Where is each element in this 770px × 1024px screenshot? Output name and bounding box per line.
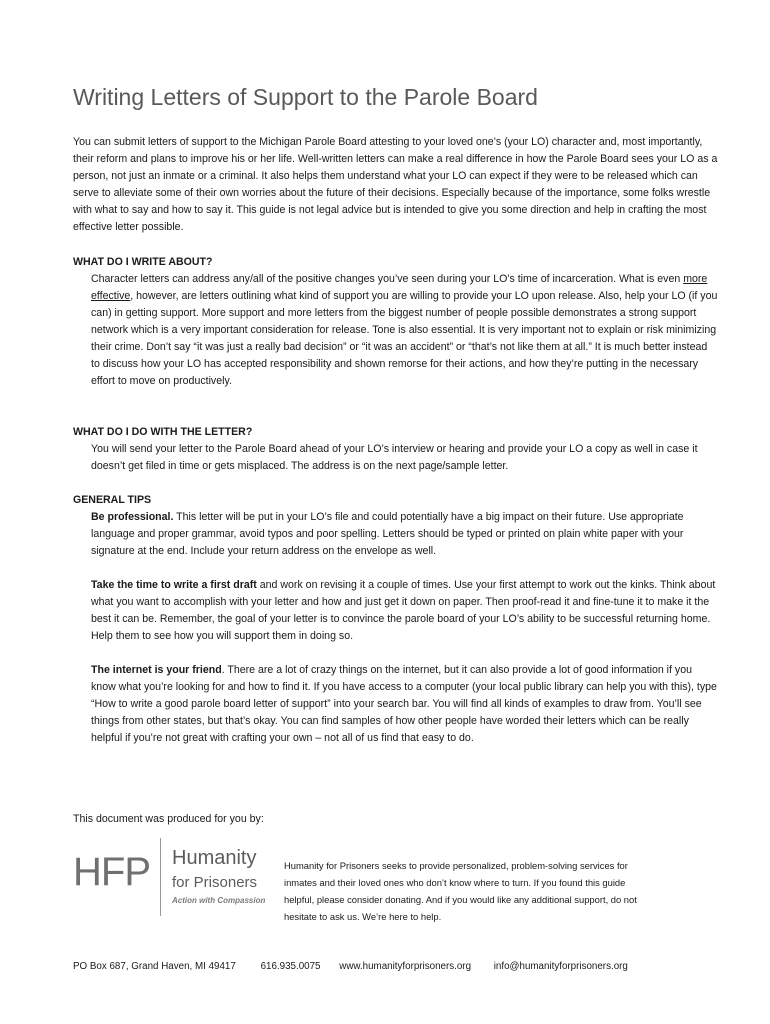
page-title: Writing Letters of Support to the Parole Board bbox=[73, 84, 538, 110]
section-heading-general-tips: GENERAL TIPS bbox=[73, 494, 152, 506]
logo-divider bbox=[160, 838, 161, 916]
about-hfp-text: Humanity for Prisoners seeks to provide personalized, problem-solving services for inmates and their loved ones who don’t know where to turn. If you found this guide helpful, please consider donating. And if you would like any additional support, do not hesitate to ask us. We’re here to help. bbox=[284, 860, 637, 923]
section-heading-what-to-do: WHAT DO I DO WITH THE LETTER? bbox=[73, 426, 253, 438]
footer-email: info@humanityforprisoners.org bbox=[493, 961, 628, 972]
footer-phone: 616.935.0075 bbox=[260, 961, 321, 972]
logo-mark: HFP bbox=[73, 850, 150, 894]
what-to-write-text-2: , however, are letters outlining what kind of support you are willing to provide your LO upon release. Also, help your LO (if you can) in getting support. More support and more letters from the biggest number of people possible demonstrates a strong support network which is a very important consideration for release. Tone is also essential. It is very important not to explain or risk minimizing their crime. Don’t say “it was just a really bad decision” or “it was an accident” or “that’s not like them at all.” It is much better instead to discuss how your LO has accepted responsibility and shown remorse for their actions, and how they’re putting in the necessary effort to move on productively. bbox=[91, 290, 718, 387]
footer-website: www.humanityforprisoners.org bbox=[339, 961, 472, 972]
tip-internet-text: . There are a lot of crazy things on the internet, but it can also provide a lot of good information if you know what you’re looking for and how to find it. If you have access to a computer (your local public library can help you with this), type “How to write a good parole board letter of support” into your search bar. You will find all kinds of examples to draw from. You’ll see things from other states, but that’s okay. You can find samples of how other people have worded their letters which can be really helpful if you’re not great with crafting your own – not all of us find that easy to do. bbox=[91, 664, 717, 744]
hfp-logo bbox=[73, 838, 273, 918]
logo-tagline: Action with Compassion bbox=[172, 896, 266, 905]
tip-be-professional bbox=[73, 509, 718, 560]
logo-name-line1: Humanity bbox=[172, 847, 257, 869]
footer-address: PO Box 687, Grand Haven, MI 49417 bbox=[73, 961, 236, 972]
tip-first-draft-title: Take the time to write a first draft bbox=[91, 579, 257, 591]
footer-contact bbox=[73, 961, 628, 972]
intro-paragraph: You can submit letters of support to the Michigan Parole Board attesting to your loved one’s (your LO) character and, most importantly, their reform and plans to improve his or her life. Well-written letters can make a real difference in how the Parole Board sees your LO as a person, not just an inmate or a criminal. It also helps them understand what your LO can expect if they were to be released which can serve to alleviate some of their own worries about the future of their decisions. Especially because of the importance, some folks wrestle with what to say and how to say it. This guide is not legal advice but is intended to give you some direction and help in crafting the most effective letter possible. bbox=[73, 136, 718, 233]
section-what-to-do bbox=[73, 424, 718, 475]
section-what-to-write bbox=[73, 254, 718, 390]
tip-internet-title: The internet is your friend bbox=[91, 664, 222, 676]
what-to-do-paragraph: You will send your letter to the Parole Board ahead of your LO’s interview or hearing and provide your LO a copy as well in case it doesn’t get filed in time or gets misplaced. The address is on the next page/sample letter. bbox=[91, 443, 698, 472]
what-to-write-paragraph bbox=[73, 271, 718, 390]
produced-by-text: This document was produced for you by: bbox=[73, 813, 264, 825]
section-heading-what-to-write: WHAT DO I WRITE ABOUT? bbox=[73, 256, 213, 268]
tip-first-draft bbox=[73, 577, 718, 645]
tip-internet bbox=[73, 662, 718, 747]
tip-be-professional-text: This letter will be put in your LO’s file and could potentially have a big impact on their future. Use appropriate language and proper grammar, avoid typos and poor spelling. Letters should be typed or printed on plain white paper with your signature at the end. Include your return address on the envelope as well. bbox=[91, 511, 684, 557]
logo-name-line2: for Prisoners bbox=[172, 874, 258, 891]
tip-be-professional-title: Be professional. bbox=[91, 511, 174, 523]
tip-first-draft-text: and work on revising it a couple of times. Use your first attempt to work out the kinks. Think about what you want to accomplish with your letter and how and just get it down on paper. Then proof-read it and fine-tune it to make it the best it can be. Remember, the goal of your letter is to convince the parole board of your LO’s ability to be successful returning home. Help them to see how you will support them in doing so. bbox=[91, 579, 716, 642]
underlined-more-effective: more effective bbox=[91, 273, 708, 302]
what-to-write-text-1: Character letters can address any/all of the positive changes you’ve seen during your LO’s time of incarceration. What is even bbox=[91, 273, 684, 285]
section-general-tips bbox=[73, 492, 718, 747]
